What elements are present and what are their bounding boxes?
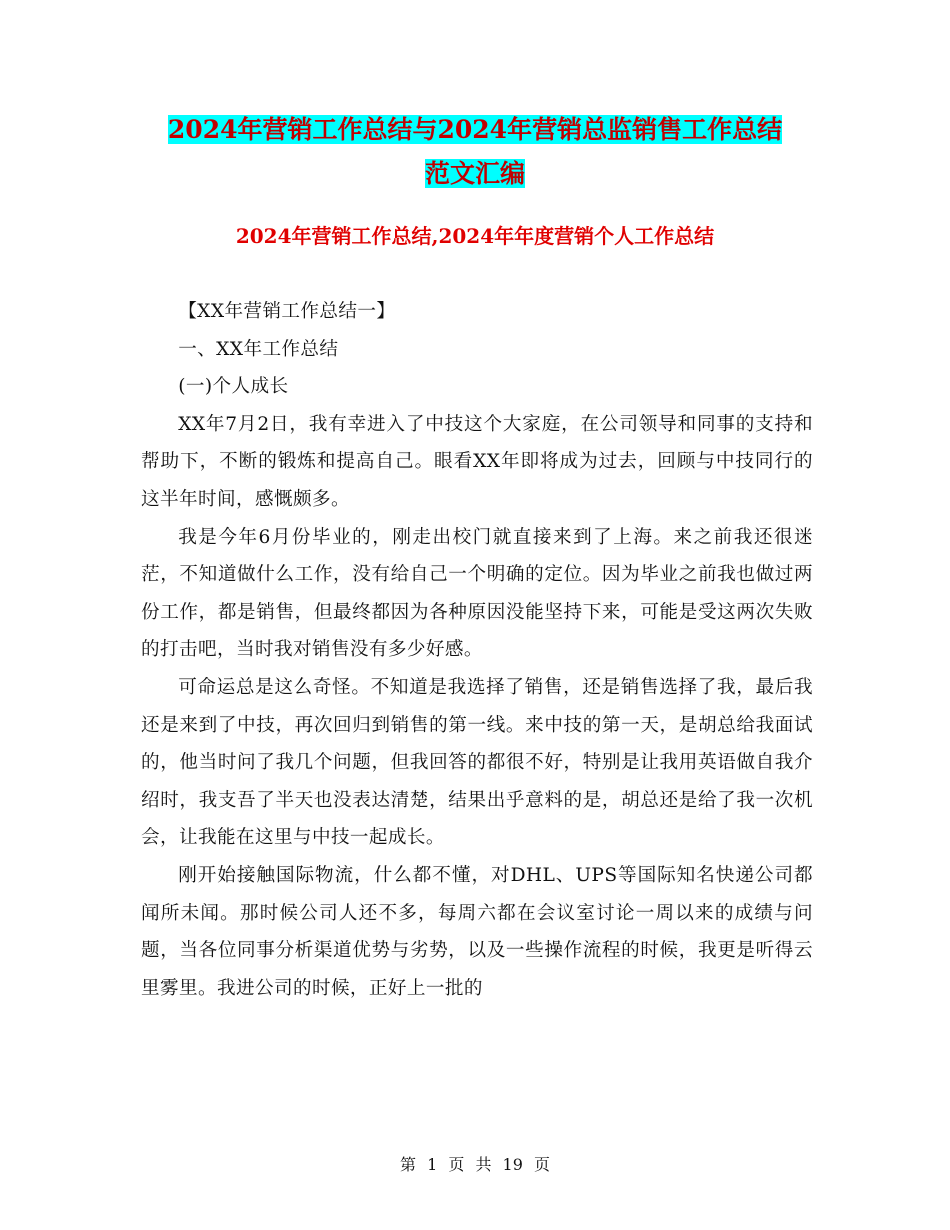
document-title-line-1 bbox=[0, 113, 950, 147]
title-highlight: 范文汇编 bbox=[424, 159, 525, 188]
document-subtitle: 2024年营销工作总结,2024年年度营销个人工作总结 bbox=[235, 224, 715, 248]
paragraph: XX年7月2日，我有幸进入了中技这个大家庭，在公司领导和同事的支持和帮助下，不断的锻炼和提高自己。眼看XX年即将成为过去，回顾与中技同行的这半年时间，感慨颇多。 bbox=[141, 413, 813, 510]
paragraph: 我是今年6月份毕业的，刚走出校门就直接来到了上海。来之前我还很迷茫，不知道做什么工作，没有给自己一个明确的定位。因为毕业之前我也做过两份工作，都是销售，但最终都因为各种原因没能坚持下来，可能是受这两次失败的打击吧，当时我对销售没有多少好感。 bbox=[141, 526, 813, 661]
paragraph: 刚开始接触国际物流，什么都不懂，对DHL、UPS等国际知名快递公司都闻所未闻。那时候公司人还不多，每周六都在会议室讨论一周以来的成绩与问题，当各位同事分析渠道优势与劣势，以及一些操作流程的时候，我更是听得云里雾里。我进公司的时候，正好上一批的 bbox=[141, 864, 813, 999]
document-title-line-2 bbox=[0, 157, 950, 191]
document-body bbox=[141, 293, 813, 1007]
section-heading: 一、XX年工作总结 bbox=[178, 338, 339, 360]
page-footer: 第 1 页 共 19 页 bbox=[400, 1155, 550, 1174]
title-highlight: 2024年营销工作总结与2024年营销总监销售工作总结 bbox=[167, 115, 783, 144]
paragraph: 可命运总是这么奇怪。不知道是我选择了销售，还是销售选择了我，最后我还是来到了中技，再次回归到销售的第一线。来中技的第一天，是胡总给我面试的，他当时问了我几个问题，但我回答的都很不好，特别是让我用英语做自我介绍时，我支吾了半天也没表达清楚，结果出乎意料的是，胡总还是给了我一次机会，让我能在这里与中技一起成长。 bbox=[141, 676, 813, 849]
section-heading: 【XX年营销工作总结一】 bbox=[178, 301, 396, 322]
section-heading: (一)个人成长 bbox=[178, 376, 289, 398]
